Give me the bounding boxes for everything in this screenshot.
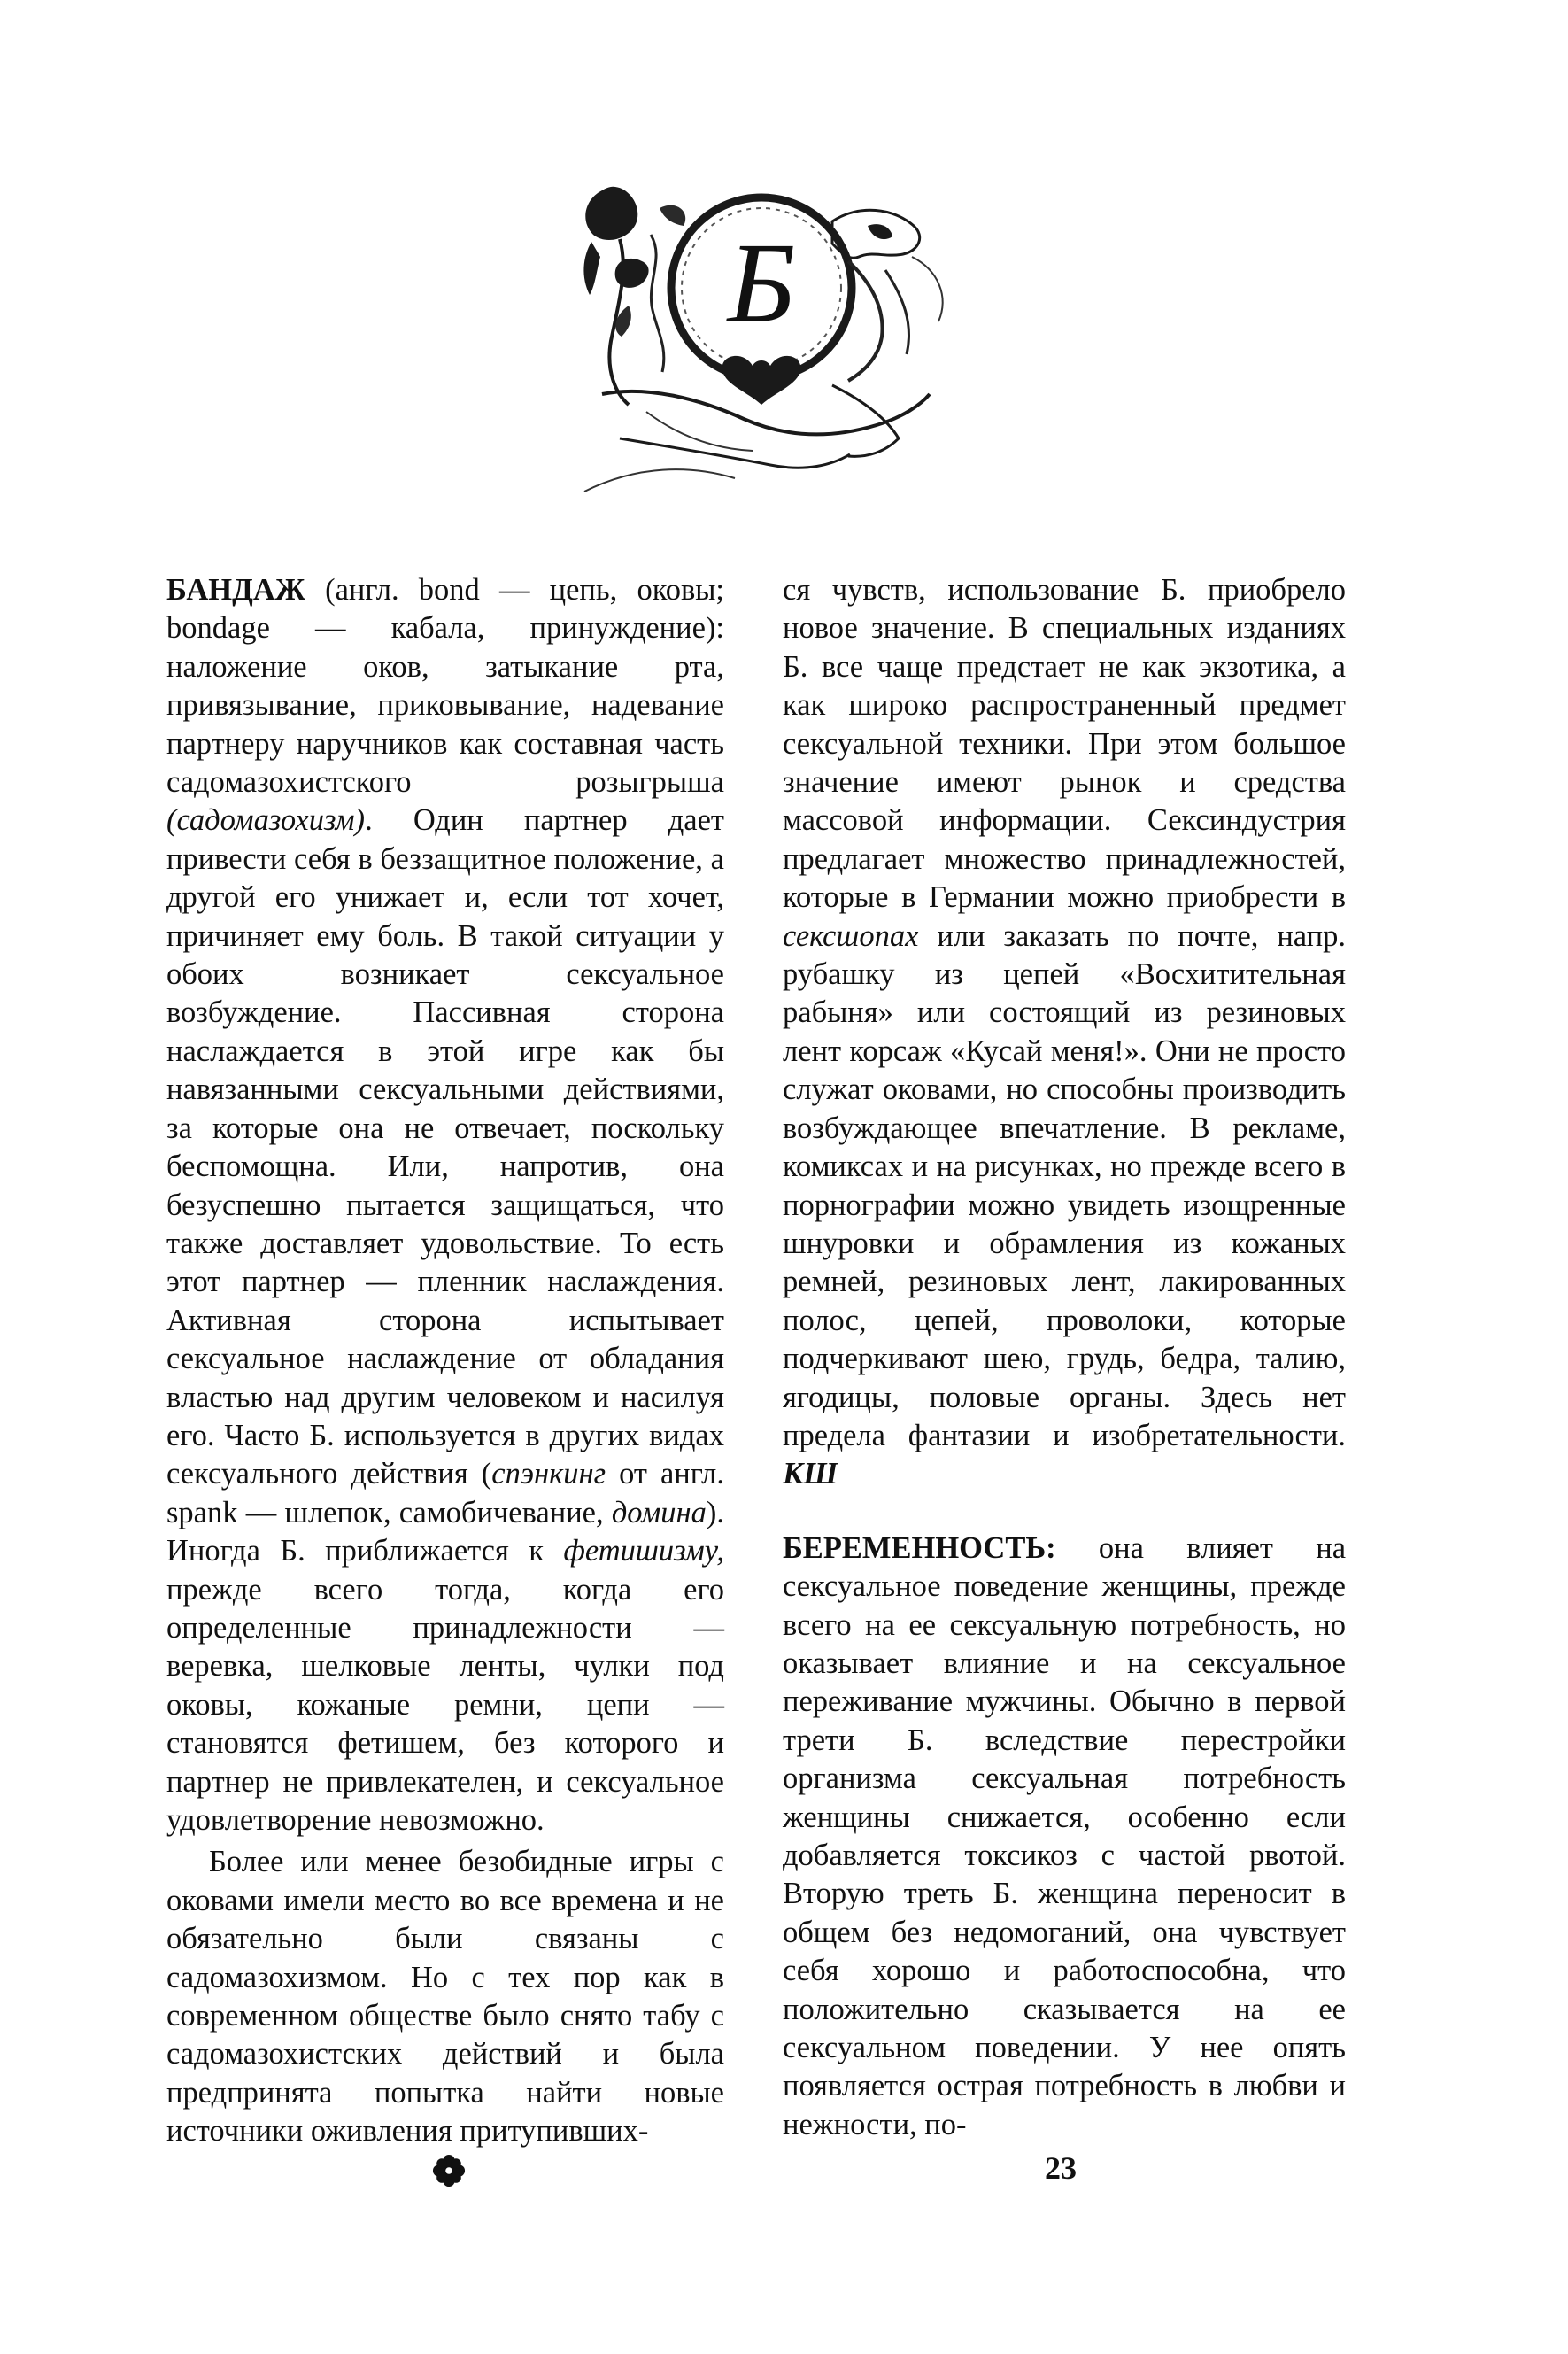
entry-text: или заказать по почте, напр. рубашку из цепей «Восхитительная рабыня» или состоящий из резиновых лент корсаж «Кусай меня!». Они не просто служат оковами, но способны производить возбуждающее впечатление. В рекламе, комиксах и на рисунках, но прежде всего в порнографии можно увидеть изощренные шнуровки и обрамления из кожаных ремней, резиновых лент, лакированных полос, цепей, проволоки, которые подчеркивают шею, грудь, бедра, талию, ягодицы, половые органы. Здесь нет предела фантазии и изобретательности. [783,918,1346,1452]
entry-text: (англ. bond — цепь, оковы; bondage — кабала, принуждение): наложение оков, затыкание рта, привязывание, приковывание, надевание партнеру наручников как составная часть садомазохистского розыгрыша [166,573,725,800]
cross-reference: спэнкинг [491,1457,606,1491]
entry-beremennost [783,1529,1346,2145]
cross-reference: сексшопах [783,918,919,953]
floral-cameo-ornament-icon [567,173,956,500]
entry-term-bandazh: БАНДАЖ [166,573,305,607]
initial-letter: Б [727,220,796,347]
right-column [783,571,1346,2144]
cross-reference: фетишизму, [563,1534,724,1568]
entry-text: ). Иногда Б. приближается к [166,1495,724,1568]
entry-bandazh-continuation [783,571,1346,1494]
flower-mark-icon [432,2154,466,2188]
entry-bandazh-para-1 [166,571,724,1839]
entry-bandazh-para-2: Более или менее безобидные игры с оковами имели место во все времена и не обязательно были связаны с садомазохизмом. Но с тех пор как в современном обществе было снято табу с садомазохистских действий и была предпринята попытка найти новые источники оживления притупивших- [166,1845,724,2149]
entry-text: . Один партнер дает привести себя в беззащитное положение, а другой его унижает и, если тот хочет, причиняет ему боль. В такой ситуации у обоих возникает сексуальное возбуждение. Пассивная сторона наслаждается в этой игре как бы навязанными сексуальными действиями, за которые она не отвечает, поскольку беспомощна. Или, напротив, она безуспешно пытается защищаться, что также доставляет удовольствие. То есть этот партнер — пленник наслаждения. Активная сторона испытывает сексуальное наслаждение от обладания властью над другим человеком и насилуя его. Часто Б. используется в других видах сексуального действия ( [166,803,724,1491]
entry-text: она влияет на сексуальное поведение женщины, прежде всего на ее сексуальную потребность, но оказывает влияние и на сексуальное переживание мужчины. Обычно в первой трети Б. вследствие перестройки организма сексуальная потребность женщины снижается, особенно если добавляется токсикоз с частой рвотой. Вторую треть Б. женщина переносит в общем без недомоганий, она чувствует себя хорошо и работоспособна, что положительно сказывается на ее сексуальном поведении. У нее опять появляется острая потребность в любви и нежности, по- [783,1530,1347,2141]
cross-reference: (садомазохизм) [166,803,366,838]
left-column [166,571,724,2151]
entry-text: от англ. spank — шлепок, самобичевание, [166,1457,724,1529]
page-number: 23 [1045,2150,1077,2186]
entry-text: прежде всего тогда, когда его определенные принадлежности — веревка, шелковые ленты, чулки под оковы, кожаные ремни, цепи — становятся фетишем, без которого и партнер не привлекателен, и сексуальное удовлетворение невозможно. [166,1572,724,1837]
entry-term-beremennost: БЕРЕМЕННОСТЬ: [783,1530,1056,1565]
author-initials: КШ [783,1457,838,1491]
cross-reference: домина [611,1495,707,1529]
entry-text: ся чувств, использование Б. приобрело новое значение. В специальных изданиях Б. все чаще предстает не как экзотика, а как широко распространенный предмет сексуальной техники. При этом большое значение имеют рынок и средства массовой информации. Сексиндустрия предлагает множество принадлежностей, которые в Германии можно приобрести в [783,573,1346,915]
